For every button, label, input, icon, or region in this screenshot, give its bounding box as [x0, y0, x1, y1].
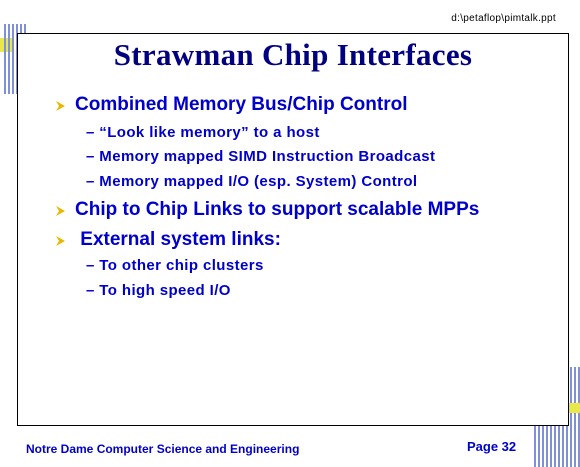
bullet-item-combined-memory-bus: Combined Memory Bus/Chip Control [75, 94, 408, 115]
sub-bullet-simd-broadcast: – Memory mapped SIMD Instruction Broadcast [86, 148, 436, 165]
bullet-arrow-icon [55, 205, 66, 217]
slide-title: Strawman Chip Interfaces [113, 37, 473, 72]
bullet-item-chip-to-chip-links: Chip to Chip Links to support scalable MPPs [75, 199, 480, 220]
footer-page-number: Page 32 [467, 439, 517, 454]
sub-bullet-io-control: – Memory mapped I/O (esp. System) Control [86, 173, 418, 190]
sub-bullet-high-speed-io: – To high speed I/O [86, 282, 231, 299]
bullet-item-external-system-links: External system links: [75, 229, 281, 250]
sub-bullet-look-like-memory: – “Look like memory” to a host [86, 124, 320, 141]
bullet-arrow-icon [55, 235, 66, 247]
footer-organization: Notre Dame Computer Science and Engineering [26, 442, 300, 456]
sub-bullet-other-chip-clusters: – To other chip clusters [86, 257, 264, 274]
file-path-label: d:\petaflop\pimtalk.ppt [451, 13, 556, 24]
bullet-arrow-icon [55, 100, 66, 112]
